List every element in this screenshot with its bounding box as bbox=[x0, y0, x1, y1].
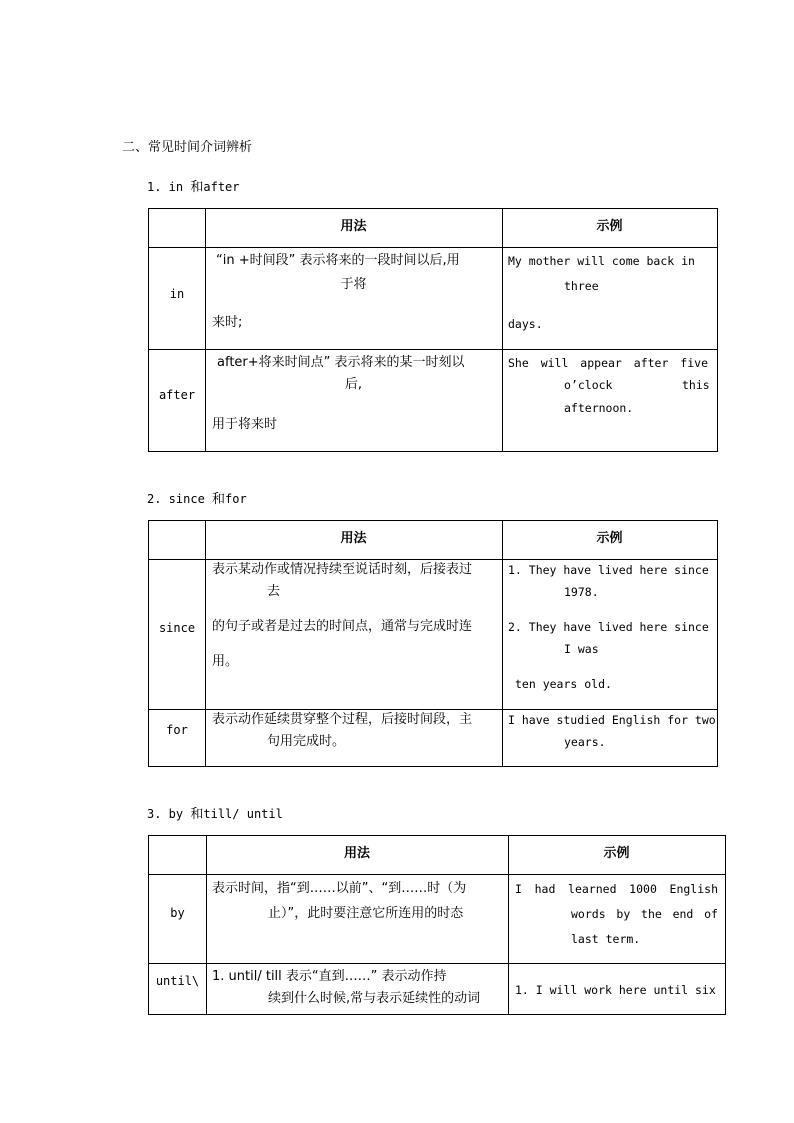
header-usage-2: 用法 bbox=[340, 531, 367, 546]
table3-title-num: 3. by bbox=[147, 807, 184, 821]
usage-by: 表示时间，指“到……以前”、“到……时（为 止）”，此时要注意它所连用的时态 bbox=[212, 881, 467, 921]
header-example-2: 示例 bbox=[596, 531, 623, 546]
table1-title-word: after bbox=[203, 180, 240, 194]
table2-title-cn: 和 bbox=[212, 492, 226, 507]
header-example-3: 示例 bbox=[603, 846, 630, 861]
table1-title-cn: 和 bbox=[190, 180, 204, 195]
table-in-after bbox=[148, 208, 718, 452]
row-label-since: since bbox=[158, 621, 196, 635]
usage-after: after+将来时间点” 表示将来的某一时刻以 后, 用于将来时 bbox=[212, 355, 465, 432]
example-since: 1. They have lived here since 1978. 2. They have lived here since I was ten years old. bbox=[508, 563, 709, 691]
section-title: 二、常见时间介词辨析 bbox=[122, 140, 253, 155]
row-label-after: after bbox=[158, 388, 196, 402]
example-for: I have studied English for two years. bbox=[508, 713, 716, 749]
usage-in: “in +时间段” 表示将来的一段时间以后,用 于将 来时; bbox=[212, 253, 460, 330]
usage-for: 表示动作延续贯穿整个过程，后接时间段，主 句用完成时。 bbox=[212, 712, 473, 749]
usage-since: 表示某动作或情况持续至说话时刻，后接表过 去 的句子或者是过去的时间点，通常与完成时连 用。 bbox=[212, 562, 473, 669]
usage-until: 1. until/ till 表示“直到……” 表示动作持 续到什么时候,常与表示延续性的动词 bbox=[212, 969, 481, 1006]
row-label-by: by bbox=[170, 906, 185, 920]
table1-title bbox=[147, 176, 240, 195]
row-label-until: until\ bbox=[155, 974, 200, 988]
table-since-for bbox=[148, 520, 718, 767]
table2-title bbox=[147, 488, 247, 507]
table3-title bbox=[147, 803, 283, 822]
table3-title-cn: 和 bbox=[190, 807, 204, 822]
table2-title-num: 2. since bbox=[147, 492, 205, 506]
table-by-until bbox=[148, 835, 726, 1015]
example-after: She will appear after five o’clock this afternoon. bbox=[508, 356, 710, 415]
row-label-for: for bbox=[166, 723, 188, 737]
example-by: I had learned 1000 English words by the end of last term. bbox=[515, 882, 718, 946]
row-label-in: in bbox=[169, 287, 185, 301]
header-example: 示例 bbox=[596, 219, 623, 234]
header-usage-3: 用法 bbox=[343, 846, 370, 861]
table3-title-word: till/ until bbox=[203, 807, 283, 821]
header-usage: 用法 bbox=[340, 219, 367, 234]
table2-title-word: for bbox=[225, 492, 247, 506]
example-in: My mother will come back in three days. bbox=[508, 254, 695, 331]
example-until: 1. I will work here until six bbox=[515, 983, 716, 997]
table1-title-num: 1. in bbox=[147, 180, 184, 194]
